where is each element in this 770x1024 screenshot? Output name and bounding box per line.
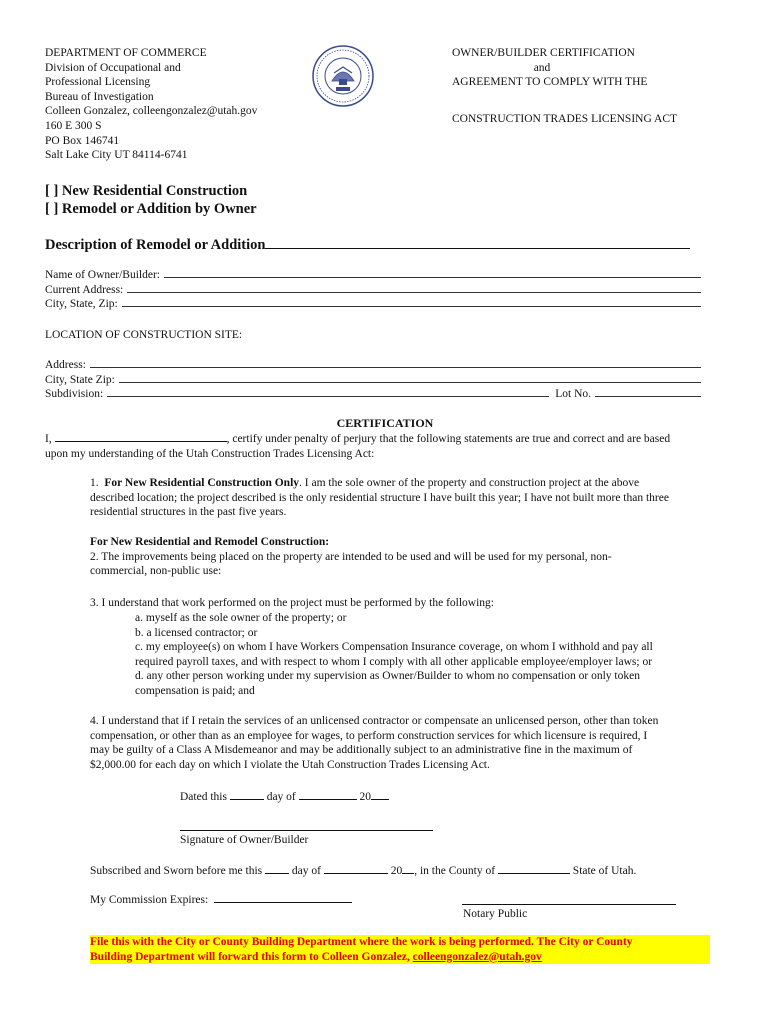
remodel-checkbox[interactable]: [ ] Remodel or Addition by Owner <box>45 201 257 217</box>
owner-name-label: Name of Owner/Builder: <box>45 269 160 281</box>
agency-line: Salt Lake City UT 84114-6741 <box>45 149 188 162</box>
item-text: $2,000.00 for each day on which I violate the Utah Construction Trades Licensing Act. <box>90 758 490 771</box>
item-text: . I am the sole owner of the property and construction project at the above <box>299 477 640 489</box>
owner-city-input[interactable] <box>122 296 701 307</box>
county-input[interactable] <box>498 863 570 874</box>
item-1-heading: For New Residential Construction Only <box>104 477 300 489</box>
option-text: d. any other person working under my supervision as Owner/Builder to whom no compensation or only token <box>135 670 640 683</box>
dated-year-input[interactable] <box>371 789 389 800</box>
location-heading: LOCATION OF CONSTRUCTION SITE: <box>45 329 243 341</box>
dated-text: day of <box>263 791 299 803</box>
remodel-heading: For New Residential and Remodel Construction: <box>90 536 330 548</box>
footer-text: Building Department will forward this form to Colleen Gonzalez, <box>90 950 413 963</box>
lot-input[interactable] <box>595 386 701 397</box>
certification-title: CERTIFICATION <box>336 416 434 430</box>
item-text: 4. I understand that if I retain the services of an unlicensed contractor or compensate an unlicensed person, other than token <box>90 715 659 727</box>
notary-label: Notary Public <box>463 908 528 920</box>
dated-line <box>180 789 389 805</box>
signature-label: Signature of Owner/Builder <box>180 834 309 846</box>
site-address-label: Address: <box>45 359 86 371</box>
form-title-line: CONSTRUCTION TRADES LICENSING ACT <box>452 112 678 125</box>
dated-text: Dated this <box>180 791 230 803</box>
option-text: a. myself as the sole owner of the property; or <box>135 612 347 624</box>
subdivision-input[interactable] <box>107 386 549 397</box>
site-address-input[interactable] <box>90 357 701 368</box>
site-city-label: City, State Zip: <box>45 373 115 386</box>
agency-line: Professional Licensing <box>45 76 151 89</box>
current-address-label: Current Address: <box>45 283 124 296</box>
option-text: b. a licensed contractor; or <box>135 626 258 639</box>
option-text: required payroll taxes, and with respect to whom I comply with all other applicable employee/employer laws; or <box>135 655 653 668</box>
item-text: residential structures in the past five years. <box>90 506 287 519</box>
construction-type-options <box>45 182 257 218</box>
certification-intro <box>45 431 715 461</box>
sworn-text: Subscribed and Sworn before me this <box>90 865 266 877</box>
subdivision-label: Subdivision: <box>45 388 104 401</box>
item-text: 2. The improvements being placed on the property are intended to be used and will be used for my personal, non- <box>90 550 612 563</box>
item-text: may be guilty of a Class A Misdemeanor and may be additionally subject to an administrative fine in the maximum of <box>90 744 633 757</box>
current-address-input[interactable] <box>127 282 701 293</box>
sworn-text: 20 <box>387 865 403 877</box>
agency-line: Colleen Gonzalez, colleengonzalez@utah.gov <box>45 105 258 118</box>
intro-text: I, <box>45 433 55 445</box>
item-1 <box>90 476 730 520</box>
sworn-text: day of <box>289 865 324 877</box>
item-text: commercial, non-public use: <box>90 565 222 578</box>
item-3-options <box>135 611 715 699</box>
form-title-line: and <box>533 61 551 74</box>
filing-instructions <box>90 935 710 964</box>
description-label: Description of Remodel or Addition <box>45 237 266 253</box>
description-field <box>45 236 690 253</box>
contact-email-link[interactable]: colleengonzalez@utah.gov <box>412 950 542 963</box>
notary-signature-input[interactable] <box>462 904 676 905</box>
option-text: c. my employee(s) on whom I have Workers Compensation Insurance coverage, on whom I withhold and pay all <box>135 641 653 654</box>
intro-text: , certify under penalty of perjury that the following statements are true and correct and are based <box>226 433 671 445</box>
agency-line: PO Box 146741 <box>45 134 120 147</box>
utah-state-seal-icon <box>312 45 374 107</box>
item-text: compensation, or other than as an employee for wages, to perform construction services for which licensure is required, I <box>90 729 648 742</box>
owner-city-label: City, State, Zip: <box>45 298 118 311</box>
intro-text: upon my understanding of the Utah Construction Trades Licensing Act: <box>45 447 375 460</box>
new-residential-checkbox[interactable]: [ ] New Residential Construction <box>45 183 248 199</box>
lot-label: Lot No. <box>555 388 591 401</box>
item-number: 1. <box>90 477 99 489</box>
agency-line: Division of Occupational and <box>45 61 181 74</box>
item-text: 3. I understand that work performed on the project must be performed by the following: <box>90 597 494 609</box>
dated-text: 20 <box>356 791 372 803</box>
item-4 <box>90 714 730 772</box>
sworn-year-input[interactable] <box>402 863 414 874</box>
agency-line: 160 E 300 S <box>45 119 102 132</box>
form-title-block <box>452 46 722 126</box>
description-input[interactable] <box>265 236 690 249</box>
sworn-text: State of Utah. <box>569 865 637 877</box>
sworn-month-input[interactable] <box>324 863 388 874</box>
sworn-text: , in the County of <box>414 865 498 877</box>
dated-month-input[interactable] <box>299 789 357 800</box>
signature-input[interactable] <box>180 830 433 831</box>
sworn-day-input[interactable] <box>265 863 289 874</box>
option-text: compensation is paid; and <box>135 684 255 697</box>
certifier-name-input[interactable] <box>55 431 227 442</box>
item-text: described location; the project described is the only residential structure I have built this year; I have not built more than three <box>90 491 669 504</box>
agency-address-block <box>45 46 257 163</box>
site-city-input[interactable] <box>119 372 701 383</box>
agency-line: Bureau of Investigation <box>45 90 154 103</box>
item-2 <box>90 535 730 579</box>
dated-day-input[interactable] <box>230 789 264 800</box>
site-fields <box>45 357 701 401</box>
form-title-line: OWNER/BUILDER CERTIFICATION <box>452 47 635 59</box>
form-title-line: AGREEMENT TO COMPLY WITH THE <box>452 76 648 89</box>
owner-fields <box>45 267 701 311</box>
agency-line: DEPARTMENT OF COMMERCE <box>45 47 207 59</box>
commission-label: My Commission Expires: <box>90 894 209 906</box>
footer-text: File this with the City or County Building Department where the work is being performed. The City or County <box>90 936 633 948</box>
commission-expires-input[interactable] <box>214 892 352 903</box>
commission-line <box>90 892 352 908</box>
sworn-line <box>90 863 636 879</box>
item-3 <box>90 596 730 611</box>
owner-name-input[interactable] <box>164 267 701 278</box>
